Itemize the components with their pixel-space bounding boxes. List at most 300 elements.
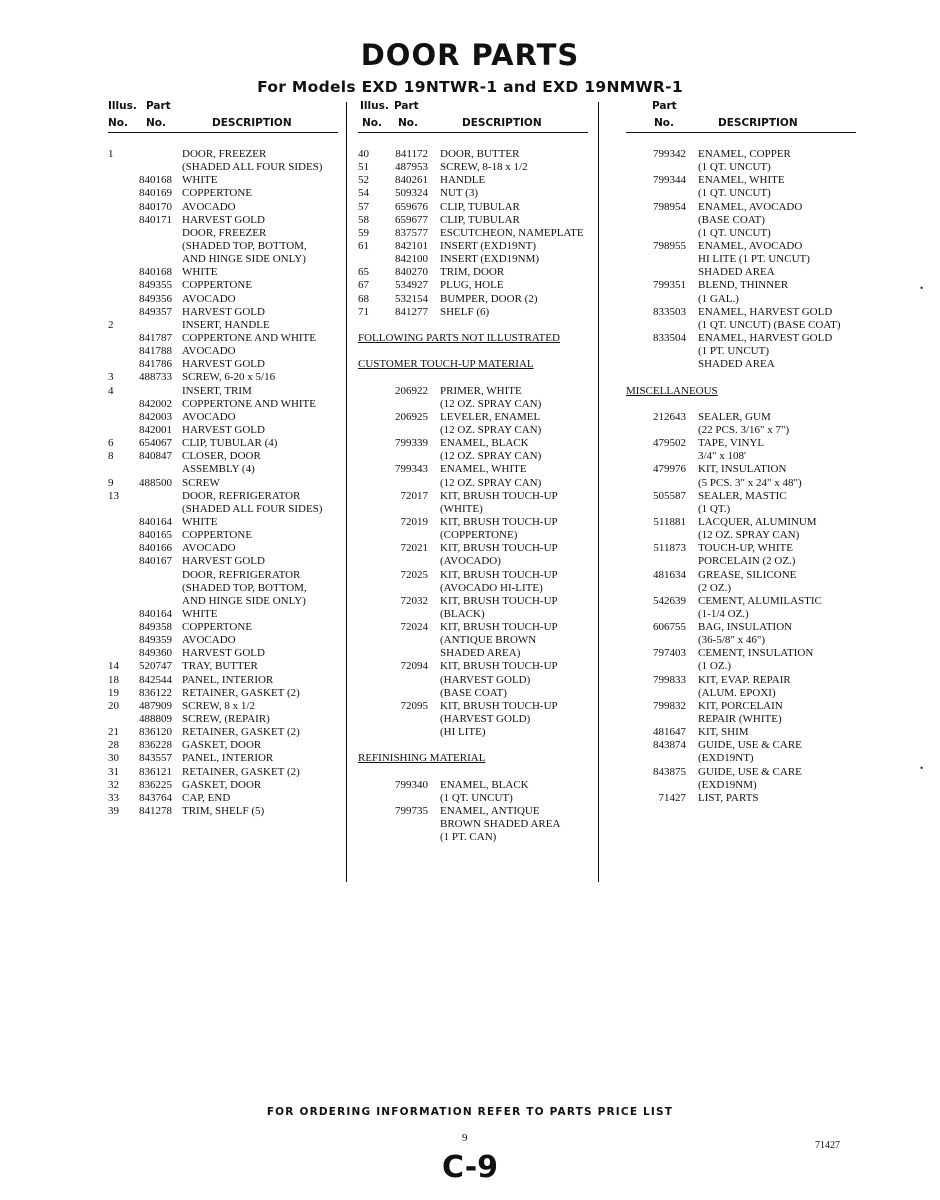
part-description: ENAMEL, ANTIQUE: [440, 805, 540, 818]
part-description: TRIM, SHELF (5): [182, 805, 265, 818]
parts-row: [626, 240, 856, 253]
part-number: 840170: [139, 200, 172, 213]
part-description: WHITE: [182, 607, 218, 620]
part-number: 841786: [139, 358, 172, 371]
part-description: SCREW, (REPAIR): [182, 713, 270, 726]
illus-number: 30: [108, 752, 119, 765]
parts-row: [108, 621, 338, 634]
part-number: 836225: [139, 778, 172, 791]
parts-row: [108, 687, 338, 700]
parts-row: [358, 240, 588, 253]
part-number: 654067: [139, 437, 172, 450]
part-description: GREASE, SILICONE: [698, 568, 797, 581]
illus-header-top: Illus.: [108, 100, 137, 112]
part-description: ENAMEL, BLACK: [440, 778, 529, 791]
illus-number: 65: [358, 266, 369, 279]
part-description: (1 QT. UNCUT): [698, 187, 771, 200]
parts-row: [626, 634, 856, 647]
illus-number: 8: [108, 450, 114, 463]
parts-row: [108, 726, 338, 739]
ordering-footer: FOR ORDERING INFORMATION REFER TO PARTS PRICE LIST: [266, 1106, 674, 1118]
parts-row: [358, 279, 588, 292]
parts-row: [358, 187, 588, 200]
part-description: COPPERTONE AND WHITE: [182, 331, 316, 344]
parts-row: [358, 687, 588, 700]
part-description: GASKET, DOOR: [182, 778, 262, 791]
part-description: (1-1/4 OZ.): [698, 607, 749, 620]
parts-row: [108, 332, 338, 345]
parts-row: [626, 371, 856, 384]
part-description: COPPERTONE: [182, 621, 253, 634]
part-number: 212643: [653, 410, 686, 423]
parts-row: [358, 713, 588, 726]
parts-row: [108, 555, 338, 568]
part-description: (5 PCS. 3" x 24" x 48"): [698, 476, 802, 489]
illus-header-bottom: No.: [362, 117, 382, 129]
parts-row: [626, 595, 856, 608]
description-header: DESCRIPTION: [212, 117, 292, 129]
parts-row: [358, 805, 588, 818]
parts-row: [108, 477, 338, 490]
part-description: GUIDE, USE & CARE: [698, 765, 802, 778]
part-number: 833503: [653, 305, 686, 318]
part-description: SHELF (6): [440, 305, 490, 318]
part-number: 836121: [139, 765, 172, 778]
part-number: 488500: [139, 476, 172, 489]
parts-row: [108, 279, 338, 292]
part-number: 843764: [139, 791, 172, 804]
part-description: CLIP, TUBULAR: [440, 200, 520, 213]
part-number: 206925: [395, 410, 428, 423]
part-description: RETAINER, GASKET (2): [182, 686, 300, 699]
part-description: HARVEST GOLD: [182, 555, 265, 568]
part-description: ENAMEL, WHITE: [698, 174, 785, 187]
parts-row: [626, 201, 856, 214]
parts-row: [358, 227, 588, 240]
part-description: SCREW, 8 x 1/2: [182, 699, 255, 712]
parts-row: [108, 713, 338, 726]
parts-row: [108, 647, 338, 660]
part-description: DOOR, REFRIGERATOR: [182, 489, 301, 502]
parts-row: [358, 450, 588, 463]
part-number: 799735: [395, 805, 428, 818]
part-number: 841277: [395, 305, 428, 318]
parts-row: [626, 174, 856, 187]
illus-number: 71: [358, 305, 369, 318]
part-number: 843875: [653, 765, 686, 778]
part-description: (SHADED TOP, BOTTOM,: [182, 239, 307, 252]
part-number: 72032: [400, 594, 428, 607]
part-description: (SHADED TOP, BOTTOM,: [182, 581, 307, 594]
parts-row: [108, 148, 338, 161]
parts-row: [108, 450, 338, 463]
part-description: KIT, BRUSH TOUCH-UP: [440, 660, 558, 673]
part-number: 532154: [395, 292, 428, 305]
part-description: ENAMEL, AVOCADO: [698, 239, 803, 252]
part-description: CEMENT, INSULATION: [698, 647, 814, 660]
part-number: 509324: [395, 187, 428, 200]
parts-list: [358, 148, 588, 844]
part-number: 511873: [653, 542, 686, 555]
section-heading-label: CUSTOMER TOUCH-UP MATERIAL: [358, 358, 534, 371]
parts-list: [626, 148, 856, 805]
part-number: 481634: [653, 568, 686, 581]
parts-row: [626, 490, 856, 503]
parts-row: [358, 385, 588, 398]
part-number: 798955: [653, 239, 686, 252]
part-description: LEVELER, ENAMEL: [440, 410, 541, 423]
parts-row: [108, 411, 338, 424]
part-description: (EXD19NM): [698, 778, 757, 791]
part-description: (12 OZ. SPRAY CAN): [440, 397, 542, 410]
parts-row: [626, 463, 856, 476]
part-description: ENAMEL, HARVEST GOLD: [698, 305, 833, 318]
part-number: 841278: [139, 805, 172, 818]
part-description: (1 QT. UNCUT): [698, 226, 771, 239]
part-description: (1 QT.): [698, 502, 731, 515]
parts-row: [626, 306, 856, 319]
part-description: TRAY, BUTTER: [182, 660, 258, 673]
part-number: 659677: [395, 213, 428, 226]
part-description: (BASE COAT): [698, 213, 765, 226]
parts-row: [626, 411, 856, 424]
part-number: 479502: [653, 437, 686, 450]
part-number: 487953: [395, 161, 428, 174]
part-description: (WHITE): [440, 502, 483, 515]
parts-row: [358, 174, 588, 187]
illus-number: 31: [108, 765, 119, 778]
parts-row: [358, 463, 588, 476]
part-description: BUMPER, DOOR (2): [440, 292, 538, 305]
part-description: SHADED AREA: [698, 266, 775, 279]
parts-row: [626, 187, 856, 200]
part-number: 840164: [139, 515, 172, 528]
parts-row: [626, 227, 856, 240]
parts-row: [108, 700, 338, 713]
parts-row: [358, 201, 588, 214]
part-description: HARVEST GOLD: [182, 213, 265, 226]
part-number: 481647: [653, 726, 686, 739]
margin-mark: •: [920, 283, 924, 293]
part-description: (1 QT. UNCUT): [440, 791, 513, 804]
parts-row: [626, 279, 856, 292]
parts-row: [626, 569, 856, 582]
part-description: TRIM, DOOR: [440, 266, 505, 279]
part-header-top: Part: [394, 100, 419, 112]
parts-row: [626, 529, 856, 542]
section-heading: [358, 752, 588, 765]
parts-column-3: [626, 100, 856, 805]
parts-row: [108, 240, 338, 253]
part-description: CLIP, TUBULAR (4): [182, 437, 278, 450]
parts-row: [626, 253, 856, 266]
illus-number: 67: [358, 279, 369, 292]
part-description: (AVOCADO HI-LITE): [440, 581, 543, 594]
part-description: BLEND, THINNER: [698, 279, 789, 292]
part-number: 840169: [139, 187, 172, 200]
part-number: 799351: [653, 279, 686, 292]
part-description: INSERT, TRIM: [182, 384, 252, 397]
parts-row: [108, 371, 338, 384]
parts-row: [358, 739, 588, 752]
part-description: TAPE, VINYL: [698, 437, 765, 450]
part-description: TOUCH-UP, WHITE: [698, 542, 793, 555]
parts-row: [626, 582, 856, 595]
parts-row: [108, 766, 338, 779]
part-number: 840166: [139, 542, 172, 555]
part-description: WHITE: [182, 174, 218, 187]
part-number: 833504: [653, 331, 686, 344]
description-header: DESCRIPTION: [718, 117, 798, 129]
part-number: 534927: [395, 279, 428, 292]
illus-number: 20: [108, 699, 119, 712]
parts-row: [108, 345, 338, 358]
illus-number: 57: [358, 200, 369, 213]
part-description: (1 QT. UNCUT) (BASE COAT): [698, 318, 841, 331]
illus-number: 54: [358, 187, 369, 200]
part-description: INSERT, HANDLE: [182, 318, 270, 331]
part-description: (ALUM. EPOXI): [698, 686, 776, 699]
parts-row: [358, 766, 588, 779]
parts-row: [108, 542, 338, 555]
parts-row: [626, 148, 856, 161]
part-description: (SHADED ALL FOUR SIDES): [182, 161, 323, 174]
part-number: 843874: [653, 739, 686, 752]
column-header: [358, 100, 588, 134]
part-description: (12 OZ. SPRAY CAN): [440, 423, 542, 436]
part-description: DOOR, FREEZER: [182, 226, 267, 239]
part-description: AVOCADO: [182, 292, 236, 305]
part-description: SEALER, GUM: [698, 410, 771, 423]
part-number: 842544: [139, 673, 172, 686]
parts-row: [626, 332, 856, 345]
part-number: 849358: [139, 621, 172, 634]
part-number: 72021: [400, 542, 428, 555]
part-description: ASSEMBLY (4): [182, 463, 255, 476]
part-description: (36-5/8" x 46"): [698, 634, 766, 647]
part-description: KIT, BRUSH TOUCH-UP: [440, 621, 558, 634]
parts-row: [108, 174, 338, 187]
part-number: 841787: [139, 331, 172, 344]
illus-number: 40: [358, 148, 369, 160]
part-description: AND HINGE SIDE ONLY): [182, 253, 306, 266]
part-description: (1 PT. UNCUT): [698, 345, 769, 358]
parts-row: [108, 424, 338, 437]
part-number: 842002: [139, 397, 172, 410]
part-number: 206922: [395, 384, 428, 397]
part-number: 841788: [139, 345, 172, 358]
part-description: NUT (3): [440, 187, 478, 200]
parts-row: [358, 411, 588, 424]
part-description: ENAMEL, WHITE: [440, 463, 527, 476]
part-description: PLUG, HOLE: [440, 279, 504, 292]
parts-row: [358, 148, 588, 161]
part-number: 799832: [653, 699, 686, 712]
parts-row: [626, 792, 856, 805]
part-number: 840171: [139, 213, 172, 226]
part-description: (1 QT. UNCUT): [698, 161, 771, 174]
parts-row: [626, 674, 856, 687]
page-number: 9: [462, 1132, 468, 1144]
part-number: 837577: [395, 226, 428, 239]
parts-row: [358, 792, 588, 805]
part-description: (22 PCS. 3/16" x 7"): [698, 423, 790, 436]
part-description: COPPERTONE: [182, 279, 253, 292]
part-number: 840168: [139, 266, 172, 279]
illus-number: 14: [108, 660, 119, 673]
parts-row: [108, 608, 338, 621]
part-number: 799340: [395, 778, 428, 791]
part-description: RETAINER, GASKET (2): [182, 726, 300, 739]
parts-row: [108, 293, 338, 306]
parts-row: [358, 306, 588, 319]
section-page-number: C-9: [441, 1150, 499, 1185]
part-number: 798954: [653, 200, 686, 213]
parts-row: [108, 503, 338, 516]
part-description: LACQUER, ALUMINUM: [698, 515, 817, 528]
parts-row: [108, 634, 338, 647]
parts-row: [626, 739, 856, 752]
parts-row: [626, 424, 856, 437]
parts-row: [626, 450, 856, 463]
part-header-bottom: No.: [146, 117, 166, 129]
part-description: (2 OZ.): [698, 581, 731, 594]
part-description: ENAMEL, HARVEST GOLD: [698, 331, 833, 344]
part-description: INSERT (EXD19NM): [440, 253, 540, 266]
parts-row: [108, 161, 338, 174]
part-description: SHADED AREA): [440, 647, 521, 660]
part-number: 799833: [653, 673, 686, 686]
parts-row: [358, 345, 588, 358]
part-header-top: Part: [652, 100, 677, 112]
parts-row: [108, 739, 338, 752]
part-description: RETAINER, GASKET (2): [182, 765, 300, 778]
part-description: (BASE COAT): [440, 686, 507, 699]
illus-number: 51: [358, 161, 369, 174]
parts-row: [108, 595, 338, 608]
part-description: KIT, BRUSH TOUCH-UP: [440, 542, 558, 555]
illus-number: 21: [108, 726, 119, 739]
part-description: AVOCADO: [182, 345, 236, 358]
parts-row: [626, 700, 856, 713]
parts-row: [626, 542, 856, 555]
parts-row: [626, 161, 856, 174]
part-number: 606755: [653, 621, 686, 634]
illus-number: 18: [108, 673, 119, 686]
part-number: 799342: [653, 148, 686, 160]
parts-row: [108, 779, 338, 792]
parts-row: [108, 385, 338, 398]
part-description: LIST, PARTS: [698, 791, 759, 804]
part-description: ESCUTCHEON, NAMEPLATE: [440, 226, 584, 239]
part-description: ENAMEL, BLACK: [440, 437, 529, 450]
part-number: 840847: [139, 450, 172, 463]
column-header: [626, 100, 856, 134]
part-description: (12 OZ. SPRAY CAN): [440, 476, 542, 489]
part-number: 849356: [139, 292, 172, 305]
part-description: HANDLE: [440, 174, 486, 187]
part-description: HARVEST GOLD: [182, 647, 265, 660]
part-number: 836122: [139, 686, 172, 699]
part-number: 72024: [400, 621, 428, 634]
part-description: (HARVEST GOLD): [440, 713, 531, 726]
part-description: ENAMEL, COPPER: [698, 148, 791, 160]
section-heading: [358, 332, 588, 345]
part-description: HARVEST GOLD: [182, 423, 265, 436]
header-rule: [626, 132, 856, 133]
parts-row: [626, 266, 856, 279]
parts-row: [108, 660, 338, 673]
parts-row: [108, 398, 338, 411]
illus-number: 9: [108, 476, 114, 489]
part-description: CLOSER, DOOR: [182, 450, 261, 463]
parts-row: [108, 358, 338, 371]
parts-row: [626, 398, 856, 411]
illus-number: 58: [358, 213, 369, 226]
parts-row: [358, 647, 588, 660]
parts-row: [108, 306, 338, 319]
part-number: 840164: [139, 607, 172, 620]
parts-row: [358, 437, 588, 450]
part-description: 3/4" x 108': [698, 450, 747, 463]
part-description: (BLACK): [440, 607, 485, 620]
parts-row: [358, 424, 588, 437]
part-description: DOOR, REFRIGERATOR: [182, 568, 301, 581]
part-description: COPPERTONE: [182, 187, 253, 200]
part-header-bottom: No.: [654, 117, 674, 129]
parts-row: [358, 818, 588, 831]
parts-row: [626, 608, 856, 621]
parts-row: [108, 463, 338, 476]
parts-row: [108, 529, 338, 542]
parts-row: [626, 293, 856, 306]
illus-number: 52: [358, 174, 369, 187]
illus-number: 3: [108, 371, 114, 384]
part-number: 520747: [139, 660, 172, 673]
part-number: 797403: [653, 647, 686, 660]
illus-number: 1: [108, 148, 114, 160]
parts-row: [626, 726, 856, 739]
illus-number: 2: [108, 318, 114, 331]
parts-row: [358, 253, 588, 266]
parts-row: [358, 595, 588, 608]
parts-row: [626, 766, 856, 779]
part-number: 842001: [139, 423, 172, 436]
illus-number: 61: [358, 239, 369, 252]
part-description: PANEL, INTERIOR: [182, 752, 274, 765]
page-subtitle: For Models EXD 19NTWR-1 and EXD 19NMWR-1: [257, 78, 683, 96]
part-description: CAP, END: [182, 791, 231, 804]
part-number: 840261: [395, 174, 428, 187]
part-number: 72095: [400, 699, 428, 712]
illus-number: 19: [108, 686, 119, 699]
parts-row: [358, 726, 588, 739]
part-description: KIT, BRUSH TOUCH-UP: [440, 699, 558, 712]
part-description: GUIDE, USE & CARE: [698, 739, 802, 752]
part-number: 799343: [395, 463, 428, 476]
part-number: 659676: [395, 200, 428, 213]
parts-row: [108, 569, 338, 582]
part-description: (1 PT. CAN): [440, 831, 497, 844]
illus-number: 39: [108, 805, 119, 818]
part-number: 849355: [139, 279, 172, 292]
parts-row: [358, 371, 588, 384]
parts-row: [358, 779, 588, 792]
parts-row: [358, 700, 588, 713]
part-description: HARVEST GOLD: [182, 305, 265, 318]
illus-number: 28: [108, 739, 119, 752]
header-rule: [108, 132, 338, 133]
